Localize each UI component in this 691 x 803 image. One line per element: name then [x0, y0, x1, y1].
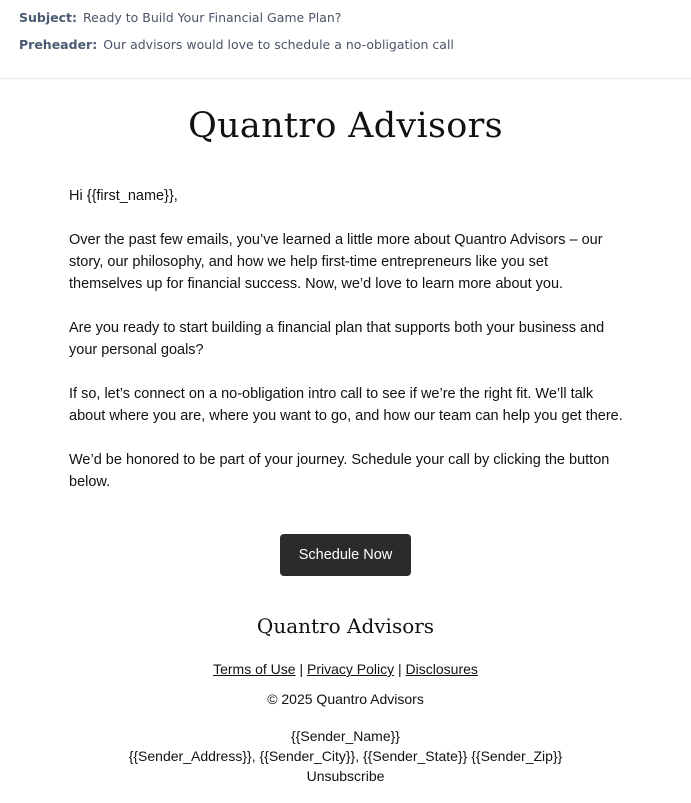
greeting: Hi {{first_name}},	[69, 188, 178, 204]
disclosures-link[interactable]: Disclosures	[405, 661, 478, 677]
body-paragraph-3: If so, let’s connect on a no-obligation intro call to see if we’re the right fit. We’ll talk about where you are, where you want to go, and how our team can help you get there.	[69, 386, 623, 424]
body-paragraph-1: Over the past few emails, you’ve learned a little more about Quantro Advisors – our story, our philosophy, and how we help first-time entrepreneurs like you set themselves up for financial success. Now, we’d love to learn more about you.	[69, 232, 603, 292]
link-separator: |	[299, 661, 304, 677]
subject-row	[19, 9, 691, 36]
preheader-value: Our advisors would love to schedule a no-obligation call	[103, 37, 454, 52]
cta-container	[0, 534, 691, 576]
sender-block	[0, 726, 691, 786]
email-meta-header	[0, 0, 691, 79]
copyright: © 2025 Quantro Advisors	[267, 691, 424, 707]
email-body	[69, 185, 624, 515]
link-separator: |	[398, 661, 402, 677]
footer-links	[0, 659, 691, 679]
terms-of-use-link[interactable]: Terms of Use	[213, 661, 296, 677]
sender-name: {{Sender_Name}}	[291, 728, 400, 744]
footer-brand: Quantro Advisors	[256, 614, 435, 638]
brand-logo-title: Quantro Advisors	[188, 106, 503, 146]
preheader-label: Preheader:	[19, 37, 98, 52]
privacy-policy-link[interactable]: Privacy Policy	[306, 661, 395, 677]
body-paragraph-2: Are you ready to start building a financial plan that supports both your business and your personal goals?	[69, 320, 605, 358]
preheader-row	[19, 36, 691, 63]
subject-label: Subject:	[19, 10, 77, 25]
unsubscribe-link[interactable]: Unsubscribe	[306, 768, 385, 784]
body-paragraph-4: We’d be honored to be part of your journey. Schedule your call by clicking the button below.	[69, 452, 610, 490]
schedule-now-button[interactable]: Schedule Now	[280, 534, 412, 576]
sender-address: {{Sender_Address}}, {{Sender_City}}, {{Sender_State}} {{Sender_Zip}}	[128, 748, 563, 764]
subject-value: Ready to Build Your Financial Game Plan?	[83, 10, 342, 25]
